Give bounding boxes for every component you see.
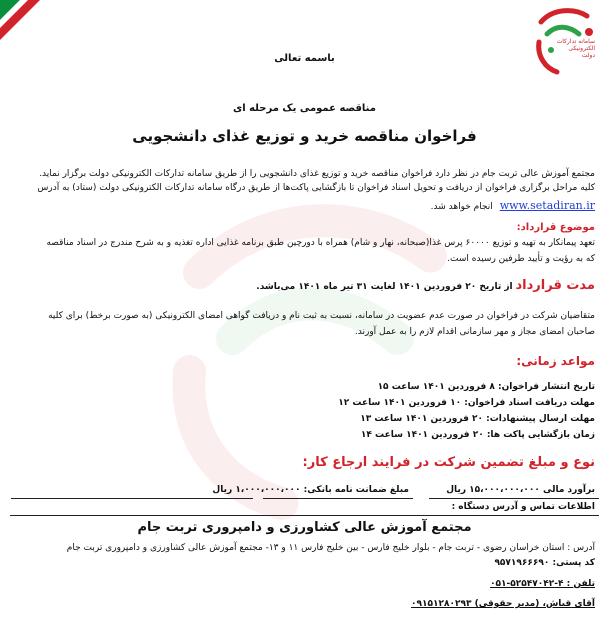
bismillah-heading: باسمه تعالی <box>274 53 335 64</box>
contact-heading: اطلاعات تماس و آدرس دستگاه : <box>451 502 595 512</box>
subject-line-2: که به رؤیت و تأیید طرفین رسیده است. <box>447 254 595 264</box>
iran-flag-corner-icon <box>0 0 40 40</box>
contract-period-label: مدت قرارداد <box>515 278 595 293</box>
phone-number: تلفن : ۴-۵۲۵۴۷۰۴۲-۰۵۱ <box>490 579 595 589</box>
financial-estimate: برآورد مالی ۱۵،۰۰۰،۰۰۰،۰۰۰ ریال <box>446 485 595 495</box>
organization-name: مجتمع آموزش عالی کشاورزی و دامپروری تربت جام <box>137 520 472 535</box>
setadiran-link[interactable]: www.setadiran.ir <box>499 199 595 212</box>
date-item: مهلت ارسال پیشنهادات: ۲۰ فروردین ۱۴۰۱ ساعت ۱۳ <box>360 414 595 424</box>
divider <box>429 498 599 499</box>
guarantee-row <box>11 482 599 498</box>
date-item: تاریخ انتشار فراخوان: ۸ فروردین ۱۴۰۱ ساعت ۱۵ <box>377 382 595 392</box>
bank-guarantee-amount: مبلغ ضمانت نامه بانکی: ۱،۰۰۰،۰۰۰،۰۰۰ ریال <box>212 485 409 495</box>
date-item: زمان بازگشایی پاکت ها: ۲۰ فروردین ۱۴۰۱ ساعت ۱۴ <box>360 430 595 440</box>
eligibility-line-2: صاحبان امضای مجاز و مهر سازمانی اقدام لازم را به عمل آورند. <box>354 327 595 337</box>
contract-period <box>15 279 595 294</box>
intro-line-1: مجتمع آموزش عالی تربت جام در نظر دارد فراخوان مناقصه خرید و توزیع غذای دانشجویی را از طریق سامانه تدارکات الکترونیکی دولت برگزار نماید. <box>39 169 595 179</box>
contact-person: آقای قیاش، (مدیر حقوقی) ۰۹۱۵۱۲۸۰۲۹۳ <box>411 599 595 609</box>
logo-caption: سامانه تدارکات الکترونیکی دولت <box>556 38 595 59</box>
subject-heading: موضوع قرارداد: <box>516 222 595 233</box>
divider <box>10 515 599 516</box>
dates-heading: مواعد زمانی: <box>516 354 595 368</box>
guarantee-heading: نوع و مبلغ تضمین شرکت در فرایند ارجاع کار: <box>302 455 595 470</box>
date-item: مهلت دریافت اسناد فراخوان: ۱۰ فروردین ۱۴۰۱ ساعت ۱۲ <box>338 398 595 408</box>
eligibility-line-1: متقاضیان شرکت در فراخوان در صورت عدم عضویت در سامانه، نسبت به ثبت نام و دریافت گواهی امضای الکترونیکی (به صورت برخط) برای کلیه <box>48 311 595 321</box>
subject-line-1: تعهد پیمانکار به تهیه و توزیع ۶۰۰۰۰ پرس غذا(صبحانه، نهار و شام) همراه با دورچین طبق برنامه غذایی اداره تغذیه و به شرح مندرج در اسناد مناقصه <box>46 238 595 248</box>
intro-line-3-suffix: انجام خواهد شد. <box>430 202 493 212</box>
tender-type-subtitle: مناقصه عمومی یک مرحله ای <box>233 103 376 114</box>
intro-line-2: کلیه مراحل برگزاری فراخوان از دریافت و تحویل اسناد فراخوان تا بازگشایی پاکت‌ها از طریق درگاه سامانه تدارکات الکترونیکی دولت (ستاد) به آدرس <box>37 183 595 193</box>
divider <box>11 498 253 499</box>
intro-line-3 <box>15 199 595 214</box>
divider <box>263 498 413 499</box>
postal-code: کد پستی: ۹۵۷۱۹۶۶۶۹۰ <box>494 558 595 568</box>
address-line: آدرس : استان خراسان رضوی - تربت جام - بلوار خلیج فارس - بین خلیج فارس ۱۱ و ۱۳- مجتمع آموزش عالی کشاورزی و دامپروری تربت جام <box>66 543 595 553</box>
contract-period-text: از تاریخ ۲۰ فروردین ۱۴۰۱ لغایت ۳۱ تیر ماه ۱۴۰۱ می‌باشد. <box>256 282 513 292</box>
page-title: فراخوان مناقصه خرید و توزیع غذای دانشجویی <box>132 127 477 145</box>
